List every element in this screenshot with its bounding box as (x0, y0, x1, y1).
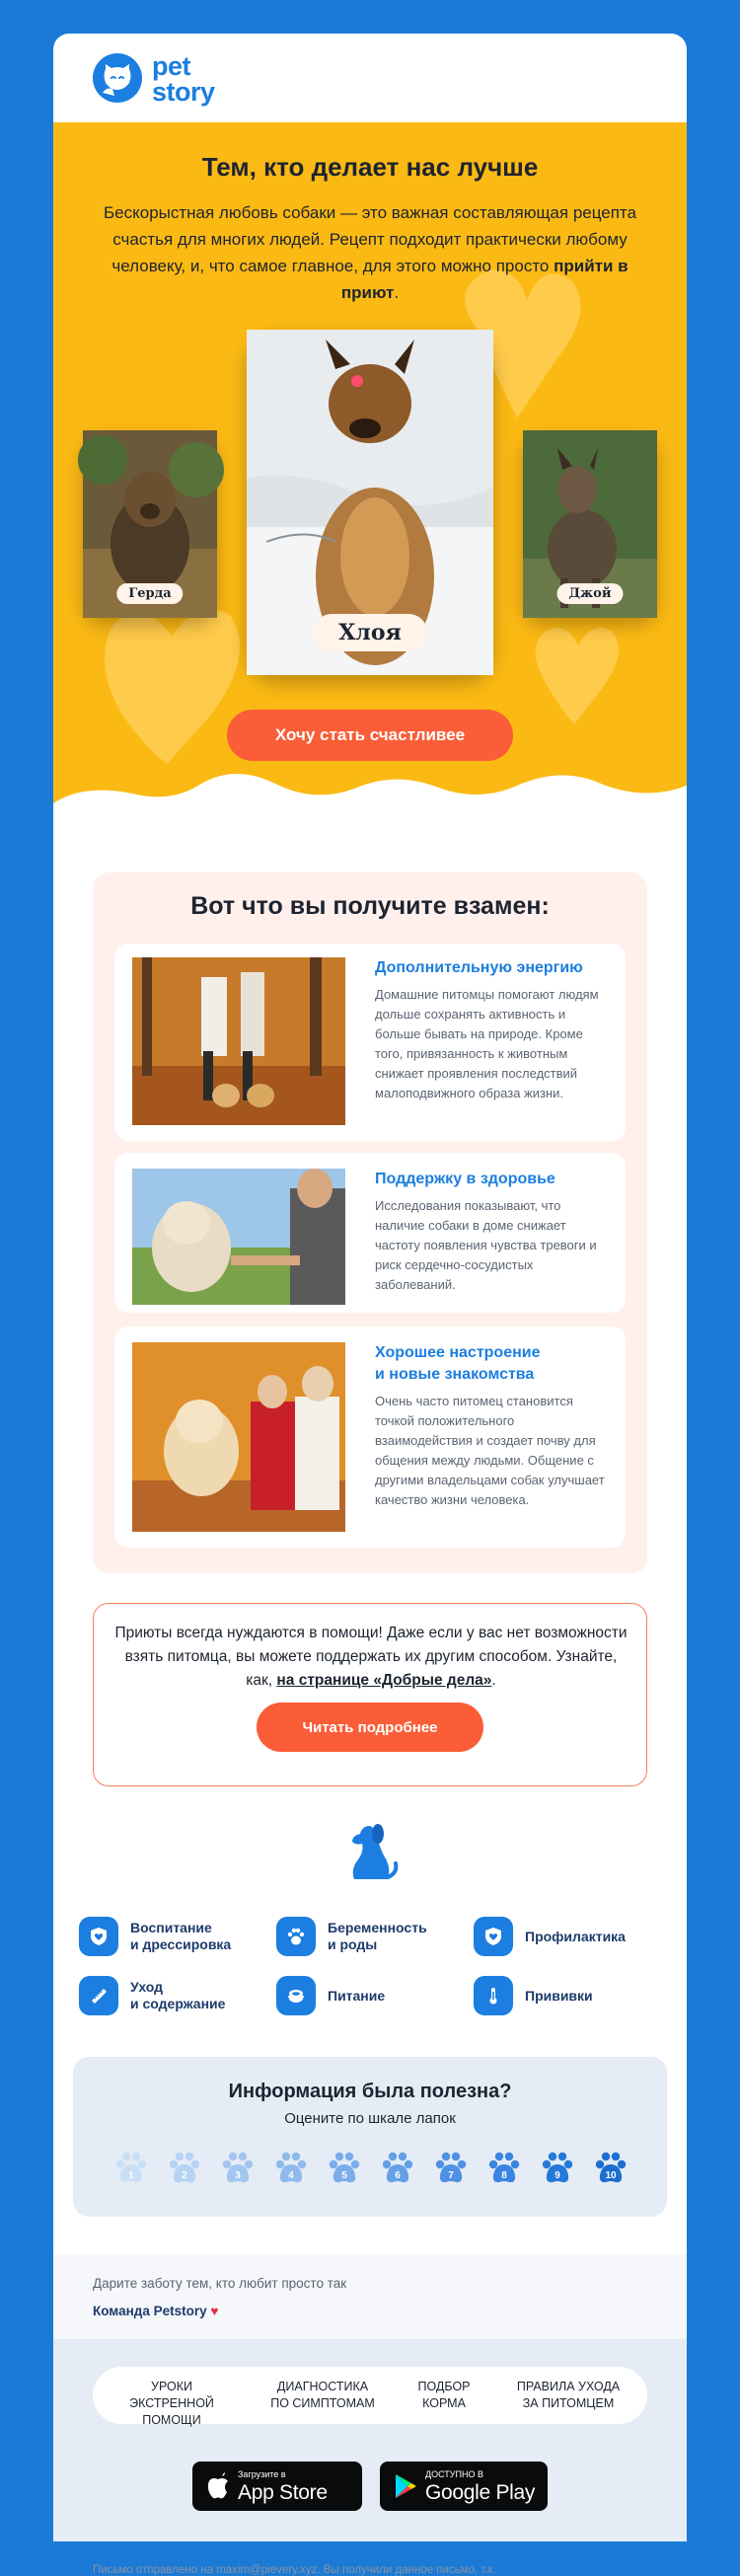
help-text-main: Приюты всегда нуждаются в помощи! Даже если у вас нет возможности взять питомца, вы можете поддержать их другим способом. Узнайте, как, (114, 1625, 628, 1689)
category-label-line: Питание (328, 1987, 386, 2004)
benefits-section (93, 872, 647, 1573)
paw-icon (112, 2150, 150, 2187)
category-label-line: и дрессировка (130, 1936, 232, 1952)
paw-icon (276, 1917, 316, 1956)
logo-line-1: pet (152, 51, 190, 81)
logo-line-2: story (152, 77, 215, 107)
benefits-title: Вот что вы получите взамен: (190, 892, 550, 920)
hero-text (103, 199, 637, 306)
benefit-card-health (114, 1153, 626, 1313)
category-vaccinations[interactable] (474, 1976, 593, 2015)
paw-rating-3[interactable] (219, 2150, 257, 2187)
footer-nav-line: ПОДБОР (417, 2380, 471, 2393)
bowl-icon (276, 1976, 316, 2015)
footer-nav-line: УРОКИ ЭКСТРЕННОЙ (129, 2380, 214, 2410)
paw-number: 9 (555, 2170, 560, 2181)
dog-photo-chloe[interactable] (247, 330, 493, 675)
paw-number: 8 (501, 2170, 507, 2181)
paw-rating-7[interactable] (432, 2150, 470, 2187)
dog-name-label: Джой (557, 583, 624, 604)
paw-rating-10[interactable] (592, 2150, 629, 2187)
comb-icon (79, 1976, 118, 2015)
category-nutrition[interactable] (276, 1976, 385, 2015)
paw-icon (272, 2150, 310, 2187)
google-play-small-text: ДОСТУПНО В (425, 2469, 483, 2479)
category-label-line: Профилактика (525, 1928, 626, 1944)
rating-title: Информация была полезна? (228, 2081, 512, 2102)
footer-nav-line: КОРМА (422, 2396, 466, 2410)
benefit-image (132, 1342, 345, 1532)
paw-rating-9[interactable] (539, 2150, 576, 2187)
benefit-text: Исследования показывают, что наличие собаки в доме снижает частоту появления чувства тревоги и риск сердечно-сосудистых заболеваний. (375, 1198, 597, 1292)
footer-nav-line: ПРАВИЛА УХОДА (516, 2380, 621, 2393)
logo-text[interactable] (152, 53, 215, 105)
category-label (130, 1920, 231, 1953)
rating-section (73, 2057, 667, 2217)
paw-rating-2[interactable] (166, 2150, 203, 2187)
category-label-line: Беременность (328, 1920, 427, 1935)
app-store-big-text: App Store (238, 2481, 328, 2504)
app-store-small-text: Загрузите в (238, 2469, 286, 2479)
hero-text-end: . (394, 283, 400, 302)
category-pregnancy[interactable] (276, 1917, 427, 1956)
footer-nav-item[interactable] (270, 2379, 375, 2412)
paw-rating-4[interactable] (272, 2150, 310, 2187)
paw-icon (166, 2150, 203, 2187)
benefit-title-line: Хорошее настроение (375, 1344, 541, 1361)
paw-rating-5[interactable] (326, 2150, 363, 2187)
footer-nav-item[interactable] (112, 2379, 231, 2429)
footer-nav (93, 2367, 647, 2427)
paw-number: 7 (448, 2170, 454, 2181)
email-card (53, 34, 687, 2576)
category-training[interactable] (79, 1917, 231, 1956)
paw-number: 5 (341, 2170, 347, 2181)
paw-rating-1[interactable] (112, 2150, 150, 2187)
apple-icon (206, 2472, 230, 2500)
paw-icon (485, 2150, 523, 2187)
footer-nav-line: ПОМОЩИ (142, 2413, 201, 2427)
benefit-card-energy (114, 944, 626, 1141)
google-play-icon (394, 2473, 417, 2499)
signature-team (93, 2304, 218, 2318)
good-deeds-link[interactable]: на странице «Добрые дела» (276, 1672, 492, 1689)
benefit-title: Поддержку в здоровье (375, 1171, 555, 1187)
help-section (93, 1603, 647, 1786)
dog-photo-gerda[interactable] (83, 430, 217, 618)
shield-heart-icon (474, 1917, 513, 1956)
paw-icon (379, 2150, 416, 2187)
paw-rating-6[interactable] (379, 2150, 416, 2187)
dog-photo-joy[interactable] (523, 430, 657, 618)
benefit-image (132, 957, 345, 1125)
benefit-text: Домашние питомцы помогают людям дольше сохранять активность и больше бывать на природе. Кроме того, привязанность к животным снижает проявления последствий малоподвижного образа жизни. (375, 987, 599, 1100)
paw-number: 2 (182, 2170, 187, 2181)
paw-icon (219, 2150, 257, 2187)
signature-text: Дарите заботу тем, кто любит просто так (93, 2276, 347, 2291)
footer (53, 2339, 687, 2576)
team-name: Команда Petstory (93, 2304, 207, 2318)
happier-cta-button[interactable]: Хочу стать счастливее (227, 710, 513, 761)
logo-icon[interactable] (93, 53, 142, 103)
dog-icon (338, 1820, 402, 1883)
benefit-title-line: и новые знакомства (375, 1366, 535, 1383)
category-label-line: Прививки (525, 1987, 593, 2004)
category-label (328, 1920, 427, 1953)
paw-number: 3 (235, 2170, 241, 2181)
footer-nav-line: ДИАГНОСТИКА (276, 2380, 369, 2393)
paw-number: 10 (605, 2170, 617, 2181)
benefit-image (132, 1169, 345, 1305)
rating-subtitle: Оцените по шкале лапок (284, 2110, 456, 2127)
benefit-title: Дополнительную энергию (375, 959, 583, 976)
category-label-line: Уход (130, 1979, 164, 1995)
google-play-big-text: Google Play (425, 2481, 536, 2504)
help-text-end: . (491, 1672, 496, 1689)
help-text (113, 1622, 629, 1693)
app-store-button[interactable] (192, 2462, 362, 2511)
category-label (328, 1988, 385, 2005)
thermometer-icon (474, 1976, 513, 2015)
signature-block (53, 2254, 687, 2339)
category-care[interactable] (79, 1976, 225, 2015)
paw-icon (539, 2150, 576, 2187)
shield-heart-icon (79, 1917, 118, 1956)
paw-rating-8[interactable] (485, 2150, 523, 2187)
google-play-button[interactable] (380, 2462, 548, 2511)
footer-nav-item[interactable] (509, 2379, 628, 2412)
hero-text-bold: прийти в приют (340, 257, 629, 302)
paw-icon (326, 2150, 363, 2187)
paw-number: 1 (128, 2170, 134, 2181)
paw-number: 4 (288, 2170, 294, 2181)
paw-number: 6 (395, 2170, 401, 2181)
footer-nav-line: ПО СИМПТОМАМ (270, 2396, 375, 2410)
benefit-card-mood (114, 1326, 626, 1548)
category-label-line: Воспитание (130, 1920, 212, 1935)
dog-name-label: Герда (116, 583, 183, 604)
footer-nav-item[interactable] (414, 2379, 474, 2412)
category-label-line: и содержание (130, 1996, 226, 2011)
fine-print: Письмо отправлено на maxim@pievery.xyz. Вы получили данное письмо, т.к. (93, 2564, 496, 2576)
category-label-line: и роды (328, 1936, 378, 1952)
dog-name-label: Хлоя (313, 614, 427, 651)
category-label (525, 1929, 626, 1945)
hero-section (53, 122, 687, 813)
heart-icon: ♥ (210, 2304, 219, 2318)
paw-icon (432, 2150, 470, 2187)
category-label (525, 1988, 593, 2005)
category-label (130, 1979, 225, 2012)
footer-nav-line: ЗА ПИТОМЦЕМ (522, 2396, 615, 2410)
benefit-title (375, 1342, 612, 1386)
hero-title: Тем, кто делает нас лучше (201, 152, 539, 182)
category-prevention[interactable] (474, 1917, 626, 1956)
benefit-text: Очень часто питомец становится точкой положительного взаимодействия и создает почву для общения между людьми. Общение с другими владельцами собак улучшает качество жизни человека. (375, 1394, 605, 1507)
paw-icon (592, 2150, 629, 2187)
read-more-button[interactable]: Читать подробнее (257, 1703, 483, 1752)
hero-text-main: Бескорыстная любовь собаки — это важная составляющая рецепта счастья для многих людей. Рецепт подходит практически любому человеку, и, что самое главное, для этого можно просто (104, 203, 636, 275)
